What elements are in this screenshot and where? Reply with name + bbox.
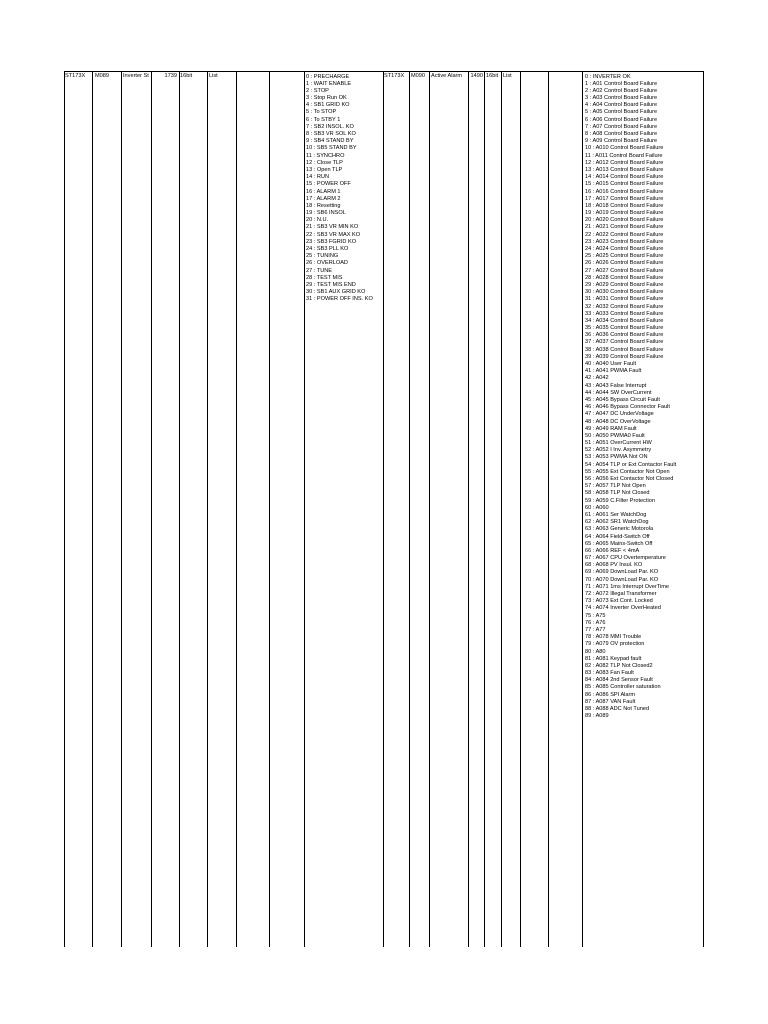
row-b-format: 16bit: [486, 73, 499, 79]
alarm-list-item: 45 : A045 Bypass Circuit Fault: [585, 396, 660, 403]
alarm-list-item: 66 : A066 REF < 4mA: [585, 547, 640, 554]
alarm-list-item: 19 : A019 Control Board Failure: [585, 210, 664, 217]
alarm-list-item: 73 : A073 Ext Cont. Locked: [585, 598, 653, 605]
alarm-list-item: 37 : A037 Control Board Failure: [585, 339, 664, 346]
alarm-list-item: 27 : A027 Control Board Failure: [585, 267, 664, 274]
state-list-item: 20 : N.U.: [306, 217, 329, 224]
alarm-list-item: 2 : A02 Control Board Failure: [585, 87, 658, 94]
alarm-list-item: 14 : A014 Control Board Failure: [585, 174, 664, 181]
grid-line: [383, 71, 384, 947]
alarm-list-item: 39 : A039 Control Board Failure: [585, 353, 664, 360]
alarm-list-item: 13 : A013 Control Board Failure: [585, 166, 664, 173]
state-list-item: 3 : Stop Run OK: [306, 95, 347, 102]
alarm-list-item: 25 : A025 Control Board Failure: [585, 253, 664, 260]
alarm-list-item: 12 : A012 Control Board Failure: [585, 159, 664, 166]
alarm-list-item: 62 : A062 SR1 WatchDog: [585, 519, 649, 526]
alarm-list-item: 8 : A08 Control Board Failure: [585, 131, 658, 137]
alarm-list-item: 28 : A028 Control Board Failure: [585, 274, 664, 281]
alarm-list-item: 43 : A043 False Interrupt: [585, 382, 647, 389]
alarm-list-item: 76 : A76: [585, 619, 606, 626]
alarm-list-item: 82 : A082 TLP Not Closed2: [585, 662, 653, 669]
grid-line: [179, 71, 180, 947]
grid-line: [520, 71, 521, 947]
alarm-list-item: 78 : A078 MMI Trouble: [585, 634, 642, 641]
row-a-description: Inverter St: [123, 73, 149, 79]
state-list-item: 7 : SB2 INSOL. KO: [306, 123, 354, 130]
alarm-list-item: 71 : A071 1ms Interrupt OverTime: [585, 583, 670, 590]
grid-line: [468, 71, 469, 947]
alarm-list-item: 84 : A084 2nd Sensor Fault: [585, 677, 653, 684]
alarm-list-item: 67 : A067 CPU Overtemperature: [585, 555, 666, 562]
alarm-list-item: 11 : A011 Control Board Failure: [585, 152, 663, 159]
state-list-item: 13 : Open TLP: [306, 166, 343, 173]
state-list-item: 25 : TUNING: [306, 253, 339, 260]
alarm-list-item: 10 : A010 Control Board Failure: [585, 145, 664, 152]
alarm-list-item: 52 : A052 I Inv. Asymmetry: [585, 447, 652, 454]
alarm-list-item: 30 : A030 Control Board Failure: [585, 289, 664, 296]
alarm-list-item: 51 : A051 OverCurrent HW: [585, 440, 652, 447]
alarm-list-item: 80 : A80: [585, 648, 606, 655]
grid-line: [207, 71, 208, 947]
alarm-list-item: 36 : A036 Control Board Failure: [585, 332, 664, 339]
row-a-format: 16bit: [180, 73, 193, 79]
grid-line: [548, 71, 549, 947]
alarm-list-item: 16 : A016 Control Board Failure: [585, 188, 664, 195]
alarm-list-item: 24 : A024 Control Board Failure: [585, 246, 664, 252]
grid-line: [121, 71, 122, 947]
alarm-list-item: 85 : A085 Controller saturation: [585, 684, 661, 691]
state-list-item: 21 : SB3 VR MIN KO: [306, 224, 359, 231]
alarm-list-item: 53 : A053 PWMA Not ON: [585, 454, 648, 461]
alarm-list-item: 74 : A074 Inverter OverHeated: [585, 605, 661, 612]
alarm-list-item: 42 : A042: [585, 375, 609, 382]
alarm-list-item: 3 : A03 Control Board Failure: [585, 95, 658, 102]
alarm-list-item: 7 : A07 Control Board Failure: [585, 123, 658, 130]
grid-line: [236, 71, 237, 947]
state-list-item: 18 : Resetting: [306, 202, 341, 209]
grid-line: [484, 71, 485, 947]
alarm-list-item: 75 : A75: [585, 612, 606, 619]
alarm-list-item: 5 : A05 Control Board Failure: [585, 109, 658, 116]
alarm-list-item: 70 : A070 DownLoad Par. KO: [585, 576, 659, 583]
row-a-id: M089: [95, 73, 109, 79]
state-list-item: 6 : To STBY 1: [306, 116, 341, 123]
alarm-list-item: 49 : A049 RAM Fault: [585, 425, 637, 432]
alarm-list-item: 86 : A086 SPI Alarm: [585, 691, 636, 698]
state-list-item: 8 : SB3 VR SOL KO: [306, 131, 356, 137]
grid-line: [582, 71, 583, 947]
alarm-list-item: 83 : A083 Fan Fault: [585, 670, 634, 677]
alarm-list-item: 56 : A056 Ext Contactor Not Closed: [585, 476, 674, 482]
grid-line: [151, 71, 152, 947]
state-list-item: 22 : SB3 VR MAX KO: [306, 231, 361, 238]
alarm-list-item: 41 : A041 PWMA Fault: [585, 368, 642, 375]
row-a-code: ST173X: [65, 73, 86, 79]
grid-line: [703, 71, 704, 947]
alarm-list-item: 9 : A09 Control Board Failure: [585, 138, 658, 145]
alarm-list-item: 1 : A01 Control Board Failure: [585, 80, 658, 87]
alarm-list-item: 26 : A026 Control Board Failure: [585, 260, 664, 267]
alarm-list-item: 63 : A063 Generic Motorola: [585, 526, 654, 533]
state-list-item: 10 : SB5 STAND BY: [306, 145, 357, 152]
grid-line: [64, 71, 65, 947]
alarm-list-item: 50 : A050 PWMA0 Fault: [585, 432, 645, 439]
alarm-list-item: 54 : A054 TLP or Ext Contactor Fault: [585, 461, 677, 468]
alarm-list-item: 87 : A087 VAN Fault: [585, 698, 636, 705]
alarm-list-item: 6 : A06 Control Board Failure: [585, 116, 658, 123]
state-list-item: 4 : SB1 GRID KO: [306, 102, 350, 109]
grid-line: [269, 71, 270, 947]
alarm-list-item: 57 : A057 TLP Not Open: [585, 483, 646, 490]
alarm-list-item: 72 : A072 Illegal Transformer: [585, 591, 657, 597]
state-list-item: 14 : RUN: [306, 174, 330, 181]
alarm-list-item: 81 : A081 Keypad fault: [585, 655, 642, 662]
state-list-item: 12 : Close TLP: [306, 159, 343, 166]
alarm-list-item: 44 : A044 SW OverCurrent: [585, 389, 652, 396]
grid-line: [429, 71, 430, 947]
alarm-list-item: 77 : A77: [585, 626, 606, 633]
state-list-item: 11 : SYNCHRO: [306, 152, 345, 159]
alarm-list-item: 59 : A059 C.Filter Protection: [585, 497, 655, 504]
grid-line: [501, 71, 502, 947]
state-list-item: 30 : SB1 AUX GRID KO: [306, 289, 366, 296]
alarm-list-item: 32 : A032 Control Board Failure: [585, 303, 664, 310]
alarm-list-item: 18 : A018 Control Board Failure: [585, 202, 664, 209]
alarm-list-item: 68 : A068 PV Insul. KO: [585, 562, 643, 569]
row-b-description: Active Alarm: [431, 73, 463, 79]
grid-line: [304, 71, 305, 947]
state-list-item: 16 : ALARM 1: [306, 188, 341, 195]
alarm-list-item: 31 : A031 Control Board Failure: [585, 296, 664, 303]
row-a-type: List: [209, 73, 218, 79]
alarm-list-item: 58 : A058 TLP Not Closed: [585, 490, 650, 497]
state-list-item: 31 : POWER OFF INS. KO: [306, 296, 373, 303]
state-list-item: 1 : WAIT ENABLE: [306, 80, 352, 87]
row-b-type: List: [503, 73, 512, 79]
alarm-list-item: 0 : INVERTER OK: [585, 73, 631, 80]
alarm-list-item: 35 : A035 Control Board Failure: [585, 325, 664, 332]
alarm-list-item: 79 : A079 OV protection: [585, 641, 645, 648]
state-list-item: 23 : SB3 FGRID KO: [306, 238, 357, 245]
alarm-list-item: 22 : A022 Control Board Failure: [585, 231, 664, 238]
alarm-list-item: 65 : A065 Mains-Switch Off: [585, 540, 653, 547]
grid-line: [92, 71, 93, 947]
state-list-item: 2 : STOP: [306, 87, 329, 94]
state-list-item: 26 : OVERLOAD: [306, 260, 348, 267]
state-list-item: 0 : PRECHARGE: [306, 73, 350, 80]
alarm-list-item: 89 : A089: [585, 713, 609, 720]
alarm-list-item: 64 : A064 Field-Switch Off: [585, 533, 650, 540]
state-list-item: 27 : TUNE: [306, 267, 333, 274]
alarm-list-item: 46 : A046 Bypass Connector Fault: [585, 404, 670, 411]
alarm-list-item: 23 : A023 Control Board Failure: [585, 238, 664, 245]
inverter-state-list: [306, 74, 382, 304]
alarm-list-item: 34 : A034 Control Board Failure: [585, 317, 664, 324]
row-b-code: ST173X: [384, 73, 405, 79]
state-list-item: 29 : TEST MIS END: [306, 281, 356, 288]
alarm-list-item: 69 : A069 DownLoad Par. KO: [585, 569, 659, 576]
grid-line: [409, 71, 410, 947]
state-list-item: 9 : SB4 STAND BY: [306, 138, 354, 145]
alarm-list-item: 55 : A055 Ext Contactor Not Open: [585, 468, 670, 475]
alarm-list-item: 48 : A048 DC OverVoltage: [585, 418, 651, 425]
state-list-item: 24 : SB3 PLL KO: [306, 246, 349, 252]
alarm-list-item: 38 : A038 Control Board Failure: [585, 346, 664, 353]
alarm-list-item: 88 : A088 ADC Not Tuned: [585, 706, 650, 712]
row-a-address: 1739: [164, 73, 177, 79]
state-list-item: 19 : SB6 INSOL: [306, 210, 346, 217]
alarm-list-item: 21 : A021 Control Board Failure: [585, 224, 664, 231]
state-list-item: 28 : TEST MIS: [306, 274, 343, 281]
row-b-id: M090: [411, 73, 425, 79]
state-list-item: 5 : To STOP: [306, 109, 337, 116]
table-top-border: [64, 71, 704, 72]
alarm-list-item: 61 : A061 Ser WatchDog: [585, 511, 647, 518]
alarm-list-item: 60 : A060: [585, 504, 609, 511]
alarm-list-item: 20 : A020 Control Board Failure: [585, 217, 664, 224]
state-list-item: 17 : ALARM 2: [306, 195, 341, 202]
alarm-list-item: 17 : A017 Control Board Failure: [585, 195, 664, 202]
row-b-address: 1490: [470, 73, 483, 79]
state-list-item: 15 : POWER OFF: [306, 181, 351, 188]
alarm-list-item: 40 : A040 User Fault: [585, 361, 636, 367]
active-alarm-list: [585, 74, 702, 721]
alarm-list-item: 4 : A04 Control Board Failure: [585, 102, 658, 109]
alarm-list-item: 33 : A033 Control Board Failure: [585, 310, 664, 317]
alarm-list-item: 29 : A029 Control Board Failure: [585, 281, 664, 288]
alarm-list-item: 15 : A015 Control Board Failure: [585, 181, 664, 188]
alarm-list-item: 47 : A047 DC UnderVoltage: [585, 411, 654, 418]
